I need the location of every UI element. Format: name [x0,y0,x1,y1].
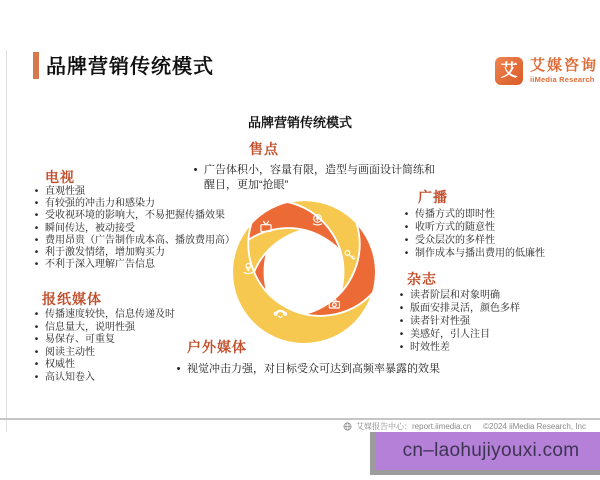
section-items-pos [187,163,439,192]
list-item: • 读者阶层和对象明确 [393,289,593,302]
section-title-outdoor: 户外媒体 [187,339,247,355]
section-items-magazine [393,289,593,354]
list-item: • 不利于深入理解广告信息 [28,259,266,271]
list-item: • 权威性 [28,359,250,372]
list-item: • 版面安排灵活，颜色多样 [393,302,593,315]
iimedia-logo [495,57,598,85]
list-item: • 阅读主动性 [28,347,250,360]
logo-name: 艾媒咨询 [530,57,599,74]
list-item: • 传播方式的即时性 [398,208,590,221]
section-items-radio [398,208,590,260]
list-item: • 有较强的冲击力和感染力 [28,198,266,210]
list-item: • 受众层次的多样性 [398,234,590,247]
left-edge-divider [6,50,7,432]
globe-icon [343,422,352,431]
list-item: • 受收视环境的影响大，不易把握传播效果 [28,210,266,222]
list-item: • 美感好，引人注目 [393,328,593,341]
list-item: • 利于激发情绪，增加购买力 [28,247,266,259]
logo-subtitle: iiMedia Research [530,75,595,84]
section-title-pos: 售点 [249,141,279,157]
section-title-tv: 电视 [45,169,75,185]
footer-source: 艾媒报告中心：report.iimedia.cn [356,422,472,431]
list-item: • 时效性差 [393,341,593,354]
list-item: • 传播速度较快，信息传递及时 [28,309,250,322]
iimedia-logo-icon: 艾 [495,57,523,85]
list-item: • 高认知卷入 [28,372,250,385]
list-item: • 读者针对性强 [393,315,593,328]
list-item: • 视觉冲击力强，对目标受众可达到高频率暴露的效果 [170,362,472,377]
section-title-newspaper: 报纸媒体 [42,291,102,307]
section-items-tv [28,186,266,271]
page-title: 品牌营销传统模式 [46,56,214,78]
list-item: • 收听方式的随意性 [398,221,590,234]
footer-divider [0,418,600,420]
section-title-magazine: 杂志 [407,271,437,287]
list-item: • 瞬间传达，被动接受 [28,223,266,235]
watermark-text: cn–laohujiyouxi.com [402,440,580,461]
footer-copyright: ©2024 iiMedia Research, Inc [483,422,586,431]
diagram-title: 品牌营销传统模式 [247,115,352,130]
section-title-radio: 广播 [418,189,448,205]
section-items-outdoor [170,362,472,377]
list-item: • 信息量大，说明性强 [28,322,250,335]
list-item: • 费用昂贵（广告制作成本高、播放费用高） [28,235,266,247]
list-item: • 直观性强 [28,186,266,198]
watermark-box [370,432,600,475]
list-item: • 广告体积小，容量有限，造型与画面设计简练和醒目，更加“抢眼” [187,163,439,192]
list-item: • 制作成本与播出费用的低廉性 [398,247,590,260]
footer [343,421,586,432]
title-accent-bar [33,52,39,79]
list-item: • 易保存、可重复 [28,334,250,347]
